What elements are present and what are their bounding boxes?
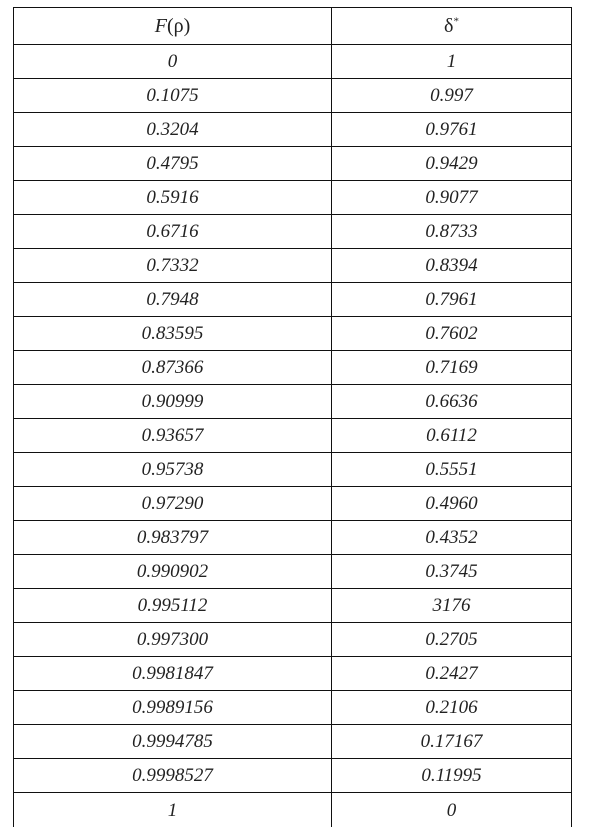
cell-f-value: 0.983797: [14, 521, 332, 555]
header-rho-symbol: ρ: [173, 15, 184, 37]
cell-f-value: 0.9994785: [14, 725, 332, 759]
table-row: [14, 521, 572, 555]
table-row: [14, 147, 572, 181]
cell-delta-value: 0.9077: [332, 181, 572, 215]
cell-delta-value: 0.2427: [332, 657, 572, 691]
cell-f-value: 0.4795: [14, 147, 332, 181]
cell-delta-value: 0.7961: [332, 283, 572, 317]
table-row: [14, 691, 572, 725]
table-row: [14, 283, 572, 317]
cell-delta-value: 1: [332, 45, 572, 79]
cell-delta-value: 0.9761: [332, 113, 572, 147]
cell-delta-value: 0.11995: [332, 759, 572, 793]
cell-f-value: 0.997300: [14, 623, 332, 657]
header-delta-star: [332, 8, 572, 45]
cell-f-value: 0.9989156: [14, 691, 332, 725]
cell-f-value: 0.995112: [14, 589, 332, 623]
cell-f-value: 0.7948: [14, 283, 332, 317]
cell-delta-value: 3176: [332, 589, 572, 623]
header-star: *: [453, 15, 459, 28]
table-row: [14, 249, 572, 283]
cell-f-value: 1: [14, 793, 332, 828]
cell-f-value: 0.1075: [14, 79, 332, 113]
table-row: [14, 623, 572, 657]
cell-f-value: 0.95738: [14, 453, 332, 487]
cell-delta-value: 0: [332, 793, 572, 828]
cell-f-value: 0.5916: [14, 181, 332, 215]
cell-delta-value: 0.7602: [332, 317, 572, 351]
cell-delta-value: 0.997: [332, 79, 572, 113]
cell-delta-value: 0.17167: [332, 725, 572, 759]
cell-delta-value: 0.8733: [332, 215, 572, 249]
cell-f-value: 0.9981847: [14, 657, 332, 691]
data-table-container: [13, 7, 571, 827]
table-row: [14, 759, 572, 793]
cell-delta-value: 0.7169: [332, 351, 572, 385]
table-row: [14, 45, 572, 79]
table-row: [14, 351, 572, 385]
table-row: [14, 657, 572, 691]
cell-delta-value: 0.5551: [332, 453, 572, 487]
header-f-rho: [14, 8, 332, 45]
data-table: [13, 7, 572, 827]
table-row: [14, 419, 572, 453]
table-row: [14, 453, 572, 487]
table-row: [14, 113, 572, 147]
table-row: [14, 181, 572, 215]
cell-f-value: 0.93657: [14, 419, 332, 453]
cell-delta-value: 0.6112: [332, 419, 572, 453]
cell-f-value: 0.7332: [14, 249, 332, 283]
cell-f-value: 0.990902: [14, 555, 332, 589]
header-paren-open: (: [166, 15, 174, 37]
cell-f-value: 0.6716: [14, 215, 332, 249]
table-row: [14, 385, 572, 419]
cell-f-value: 0: [14, 45, 332, 79]
table-row: [14, 793, 572, 828]
cell-f-value: 0.3204: [14, 113, 332, 147]
cell-f-value: 0.9998527: [14, 759, 332, 793]
cell-delta-value: 0.4352: [332, 521, 572, 555]
header-delta-symbol: δ: [444, 15, 454, 37]
cell-delta-value: 0.2705: [332, 623, 572, 657]
cell-delta-value: 0.8394: [332, 249, 572, 283]
table-row: [14, 79, 572, 113]
table-header-row: [14, 8, 572, 45]
cell-f-value: 0.97290: [14, 487, 332, 521]
table-row: [14, 317, 572, 351]
table-row: [14, 725, 572, 759]
table-row: [14, 215, 572, 249]
table-row: [14, 589, 572, 623]
cell-f-value: 0.87366: [14, 351, 332, 385]
cell-delta-value: 0.4960: [332, 487, 572, 521]
cell-f-value: 0.83595: [14, 317, 332, 351]
table-row: [14, 555, 572, 589]
header-f-symbol: F: [154, 15, 167, 37]
cell-f-value: 0.90999: [14, 385, 332, 419]
cell-delta-value: 0.9429: [332, 147, 572, 181]
header-paren-close: ): [183, 15, 191, 37]
cell-delta-value: 0.3745: [332, 555, 572, 589]
table-row: [14, 487, 572, 521]
cell-delta-value: 0.6636: [332, 385, 572, 419]
cell-delta-value: 0.2106: [332, 691, 572, 725]
